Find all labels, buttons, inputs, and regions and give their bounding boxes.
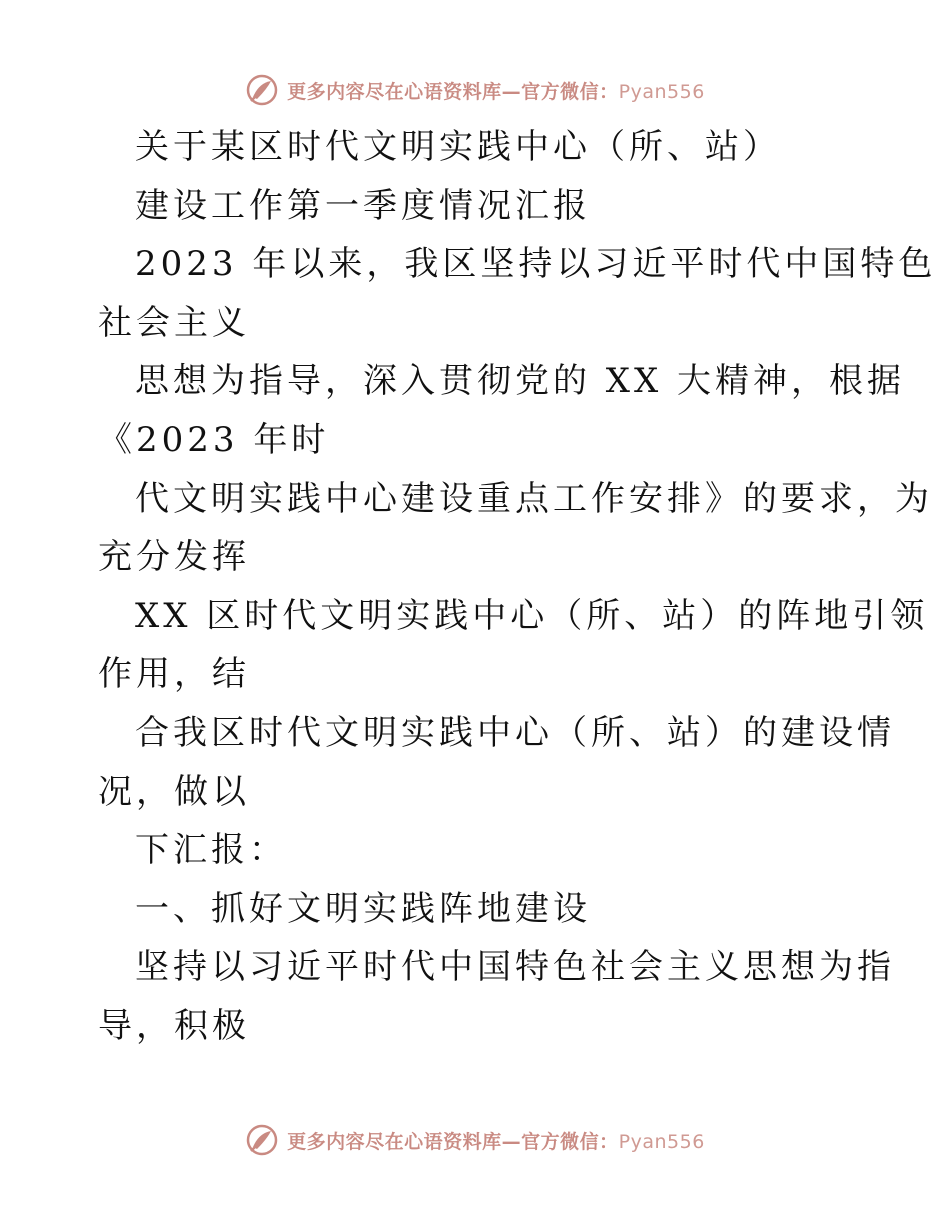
text-line: 社会主义: [98, 302, 250, 343]
document-body: [98, 118, 937, 1056]
text-line: 充分发挥: [98, 537, 250, 578]
text-line: 《2023 年时: [98, 419, 330, 460]
text-line: 导，积极: [98, 1005, 250, 1046]
pen-nib-logo-icon: [245, 73, 279, 107]
text-line: 关于某区时代文明实践中心（所、站）: [135, 127, 781, 167]
footer-watermark: [0, 1118, 950, 1162]
text-line: 合我区时代文明实践中心（所、站）的建设情: [135, 712, 895, 753]
watermark-text: [287, 1127, 705, 1154]
text-line: 况，做以: [98, 771, 250, 812]
text-line: 下汇报：: [135, 830, 287, 871]
watermark-label: 更多内容尽在心语资料库—官方微信：: [287, 1130, 619, 1153]
pen-nib-logo-icon: [245, 1123, 279, 1157]
text-line: XX 区时代文明实践中心（所、站）的阵地引领: [135, 595, 929, 636]
text-line: 2023 年以来，我区坚持以习近平时代中国特色: [135, 244, 937, 285]
header-watermark: [0, 68, 950, 112]
watermark-account: Pyan556: [618, 1130, 705, 1153]
text-line: 作用，结: [98, 654, 250, 695]
watermark-account: Pyan556: [618, 80, 705, 103]
text-line: 坚持以习近平时代中国特色社会主义思想为指: [135, 947, 895, 988]
text-line: 思想为指导，深入贯彻党的 XX 大精神，根据: [135, 361, 906, 402]
text-line: 一、抓好文明实践阵地建设: [135, 888, 591, 929]
watermark-label: 更多内容尽在心语资料库—官方微信：: [287, 80, 619, 103]
text-line: 代文明实践中心建设重点工作安排》的要求，为: [135, 478, 933, 519]
text-line: 建设工作第一季度情况汇报: [135, 185, 591, 226]
watermark-text: [287, 77, 705, 104]
